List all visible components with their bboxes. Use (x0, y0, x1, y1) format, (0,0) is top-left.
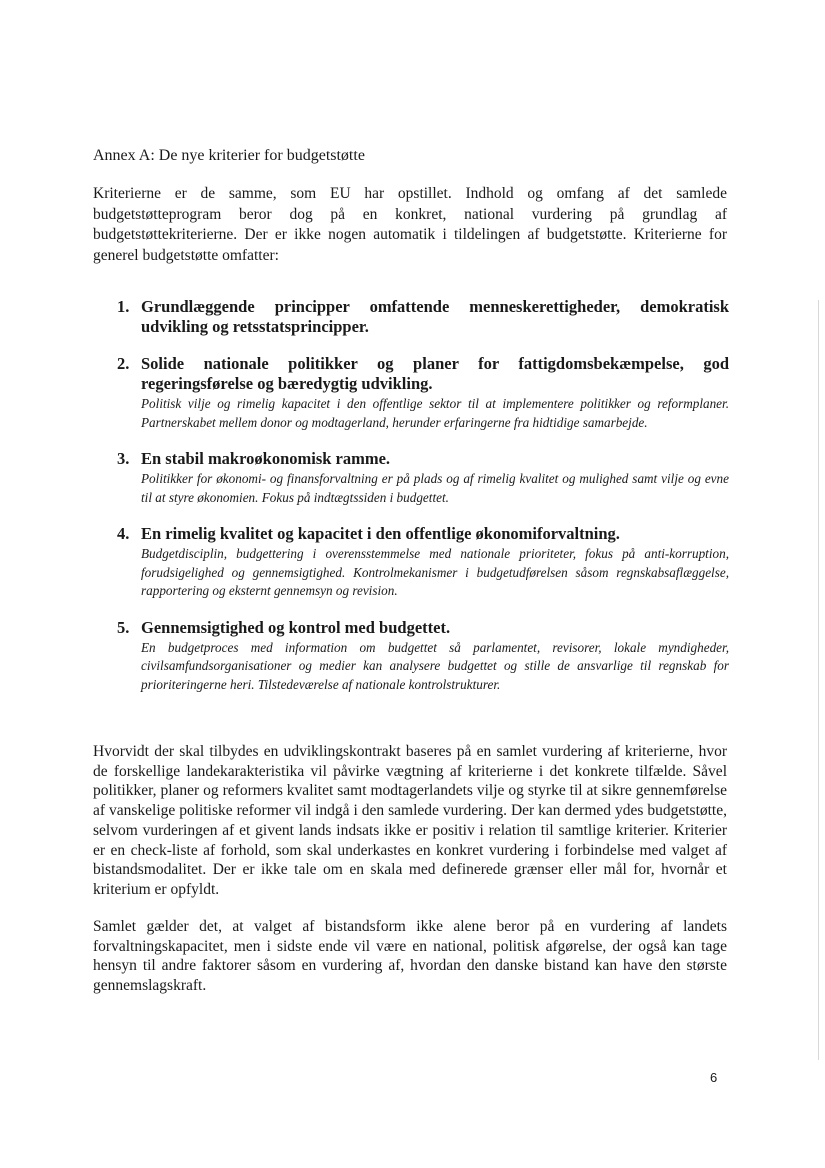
criterion-description: Politikker for økonomi- og finansforvaltning er på plads og af rimelig kvalitet og mulighed samt vilje og evne til at styre økonomien. Fokus på indtægtssiden i budgettet. (141, 471, 729, 505)
criterion-number: 2. (117, 354, 130, 373)
criterion-number: 1. (117, 297, 130, 316)
criterion-item (117, 297, 729, 337)
criterion-title: Solide nationale politikker og planer for fattigdomsbekæmpelse, god regeringsførelse og bæredygtig udvikling. (141, 354, 729, 393)
criterion-title: En stabil makroøkonomisk ramme. (141, 449, 391, 468)
assessment-paragraph: Hvorvidt der skal tilbydes en udviklingskontrakt baseres på en samlet vurdering af kriterierne, hvor de forskellige landekarakteristika vil påvirke vægtning af kriterierne i det konkrete tilfælde. Såvel politikker, planer og reformers kvalitet samt modtagerlandets vilje og styrke til at sikre gennemførelse af vanskelige politiske reformer vil indgå i den samlede vurdering. Der kan dermed ydes budgetstøtte, selvom vurderingen af et givent lands indsats ikke er positiv i relation til samtlige kriterier. Kriterier er en check-liste af forhold, som skal underkastes en konkret vurdering i forbindelse med valget af bistandsmodalitet. Der er ikke tale om en skala med definerede grænser eller mål for, hvornår et kriterium er opfyldt. (93, 743, 727, 898)
criterion-title: En rimelig kvalitet og kapacitet i den offentlige økonomiforvaltning. (141, 524, 620, 543)
criteria-list (117, 297, 729, 711)
criterion-title: Gennemsigtighed og kontrol med budgettet. (141, 617, 451, 637)
criterion-title: Grundlæggende principper omfattende menneskerettigheder, demokratisk udvikling og retsstatsprincipper. (141, 297, 729, 336)
criterion-number: 3. (117, 449, 130, 468)
criterion-description: Politisk vilje og rimelig kapacitet i den offentlige sektor til at implementere politikker og reformplaner. Partnerskabet mellem donor og modtagerland, herunder erfaringerne fra hidtidige samarbejde. (141, 396, 729, 430)
criterion-item (117, 618, 729, 695)
criterion-item (117, 354, 729, 432)
criterion-number: 5. (117, 617, 130, 637)
intro-paragraph: Kriterierne er de samme, som EU har opstillet. Indhold og omfang af det samlede budgetstøtteprogram beror dog på en konkret, national vurdering på grundlag af budgetstøttekriterierne. Der er ikke nogen automatik i tildelingen af budgetstøtte. Kriterierne for generel budgetstøtte omfatter: (93, 185, 727, 264)
criterion-description: Budgetdisciplin, budgettering i overensstemmelse med nationale prioriteter, fokus på anti-korruption, forudsigelighed og gennemsigtighed. Kontrolmekanismer i budgetudførelsen såsom regnskabsaflæggelse, rapportering og eksternt gennemsyn og revision. (141, 546, 729, 598)
scan-edge-line (818, 300, 819, 1060)
page-number: 6 (710, 1070, 718, 1085)
criterion-number: 4. (117, 524, 130, 543)
annex-heading: Annex A: De nye kriterier for budgetstøtte (93, 147, 365, 164)
criterion-description: En budgetproces med information om budgettet så parlamentet, revisorer, lokale myndigheder, civilsamfundsorganisationer og medier kan analysere budgettet og stille de ansvarlige til regnskab for prioriteringerne heri. Tilstedeværelse af nationale kontrolstrukturer. (141, 639, 729, 692)
conclusion-paragraph: Samlet gælder det, at valget af bistandsform ikke alene beror på en vurdering af landets forvaltningskapacitet, men i sidste ende vil være en national, politisk afgørelse, der også kan tage hensyn til andre faktorer såsom en vurdering af, hvordan den danske bistand kan have den største gennemslagskraft. (93, 918, 727, 995)
criterion-item (117, 524, 729, 601)
criterion-item (117, 449, 729, 507)
